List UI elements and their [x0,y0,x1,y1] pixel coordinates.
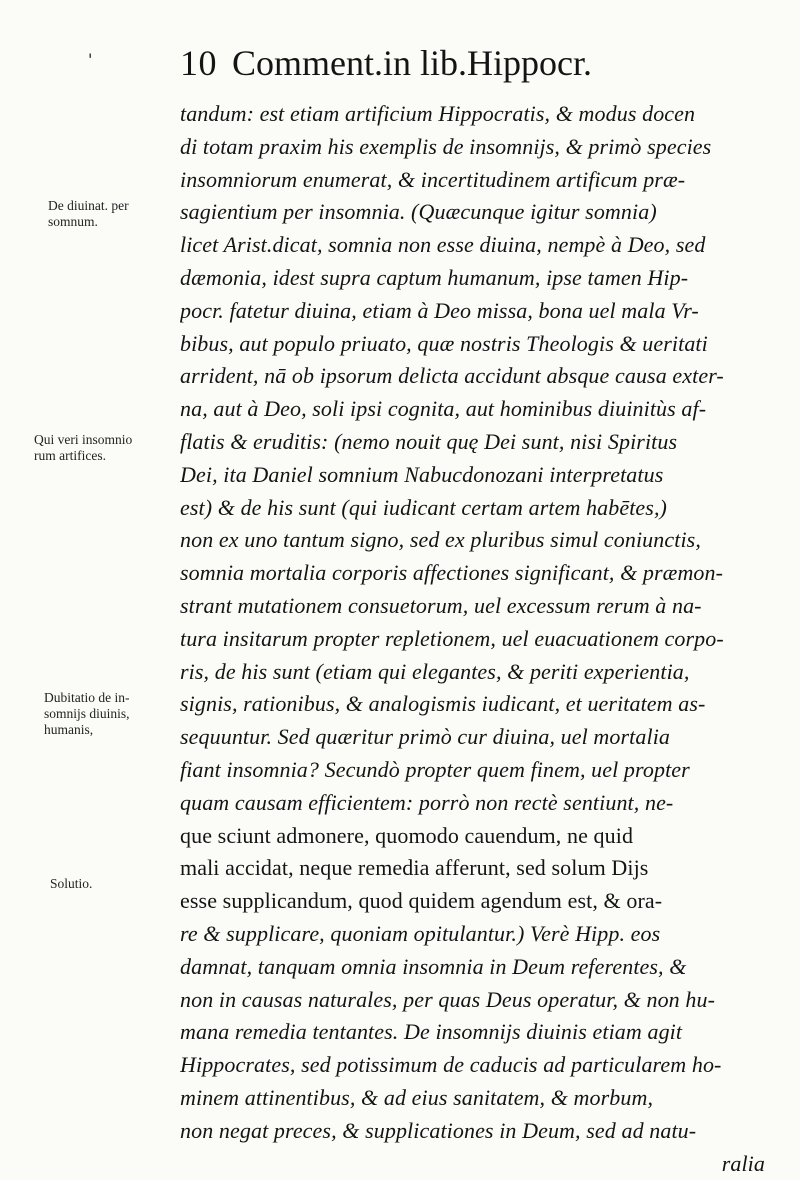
text-line: strant mutationem consuetorum, uel excessum rerum à na- [180,590,765,623]
page-number: 10 [180,42,217,84]
text-line: signis, rationibus, & analogismis iudicant, et ueritatem as- [180,688,765,721]
text-line: non ex uno tantum signo, sed ex pluribus simul coniunctis, [180,524,765,557]
text-line: insomniorum enumerat, & incertitudinem artificum præ- [180,164,765,197]
text-line: flatis & eruditis: (nemo nouit quę Dei sunt, nisi Spiritus [180,426,765,459]
text-line: dæmonia, idest supra captum humanum, ipse tamen Hip- [180,262,765,295]
text-line: arrident, nā ob ipsorum delicta accidunt absque causa exter- [180,360,765,393]
text-line: non negat preces, & supplicationes in Deum, sed ad natu- [180,1115,765,1148]
text-line: di totam praxim his exemplis de insomnijs, & primò species [180,131,765,164]
margin-note-true-interpreters: Qui veri insomnio rum artifices. [34,432,144,464]
text-line: tandum: est etiam artificium Hippocratis, & modus docen [180,98,765,131]
text-line: ris, de his sunt (etiam qui elegantes, & periti experientia, [180,656,765,689]
text-line: Hippocrates, sed potissimum de caducis ad particularem ho- [180,1049,765,1082]
margin-note-solution: Solutio. [50,876,130,892]
text-line: non in causas naturales, per quas Deus operatur, & non hu- [180,984,765,1017]
text-line: mali accidat, neque remedia afferunt, sed solum Dijs [180,852,765,885]
text-line: re & supplicare, quoniam opitulantur.) Verè Hipp. eos [180,918,765,951]
text-line: pocr. fatetur diuina, etiam à Deo missa, bona uel mala Vr- [180,295,765,328]
text-line: sagientium per insomnia. (Quæcunque igitur somnia) [180,196,765,229]
text-line: fiant insomnia? Secundò propter quem finem, uel propter [180,754,765,787]
text-line: tura insitarum propter repletionem, uel euacuationem corpo- [180,623,765,656]
text-line: quam causam efficientem: porrò non rectè sentiunt, ne- [180,787,765,820]
margin-note-question: Dubitatio de in-somnijs diuinis, humanis, [44,690,168,738]
text-line: damnat, tanquam omnia insomnia in Deum referentes, & [180,951,765,984]
text-line: sequuntur. Sed quæritur primò cur diuina, uel mortalia [180,721,765,754]
text-line: mana remedia tentantes. De insomnijs diuinis etiam agit [180,1016,765,1049]
text-line: Dei, ita Daniel somnium Nabucdonozani interpretatus [180,459,765,492]
main-text-block [180,98,765,1180]
text-line: bibus, aut populo priuato, quæ nostris Theologis & ueritati [180,328,765,361]
margin-note-divination: De diuinat. per somnum. [48,198,170,230]
text-line: na, aut à Deo, soli ipsi cognita, aut hominibus diuinitùs af- [180,393,765,426]
running-head: Comment.in lib.Hippocr. [232,42,592,84]
stray-mark: ' [88,50,92,69]
text-line: somnia mortalia corporis affectiones significant, & præmon- [180,557,765,590]
text-line: est) & de his sunt (qui iudicant certam artem habētes,) [180,492,765,525]
catchword: ralia [180,1148,765,1180]
text-line: esse supplicandum, quod quidem agendum est, & ora- [180,885,765,918]
text-line: minem attinentibus, & ad eius sanitatem, & morbum, [180,1082,765,1115]
text-line: que sciunt admonere, quomodo cauendum, ne quid [180,820,765,853]
text-line: licet Arist.dicat, somnia non esse diuina, nempè à Deo, sed [180,229,765,262]
